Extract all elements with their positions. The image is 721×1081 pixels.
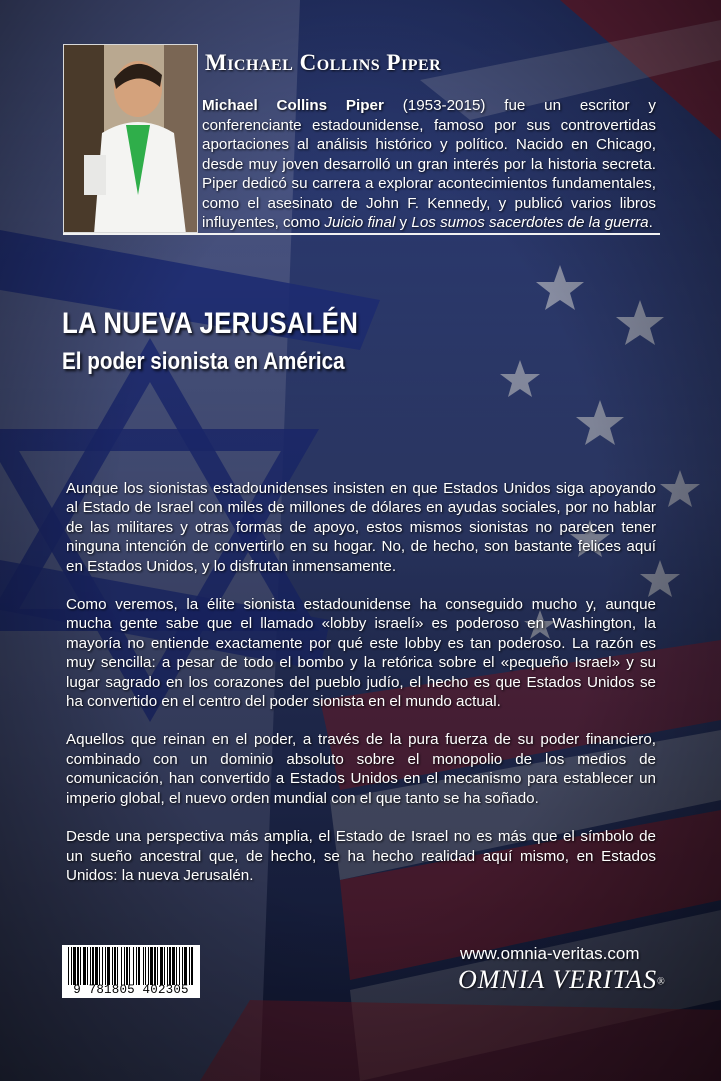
barcode-bar	[71, 947, 72, 985]
publisher-name: OMNIA VERITAS	[458, 965, 658, 994]
isbn-barcode	[62, 945, 200, 998]
barcode-bar	[114, 947, 116, 985]
author-name: Michael Collins Piper	[205, 50, 442, 75]
barcode-bar	[179, 947, 180, 985]
barcode-bar	[191, 947, 193, 985]
author-bio-end: .	[648, 214, 653, 231]
barcode-bar	[126, 947, 128, 985]
author-bio-name: Michael Collins Piper	[202, 97, 384, 114]
barcode-bar	[143, 947, 144, 985]
barcode-bar	[87, 947, 88, 985]
barcode-bar	[182, 947, 183, 985]
barcode-bar	[90, 947, 91, 985]
barcode-bar	[95, 947, 98, 985]
barcode-bar	[167, 947, 168, 985]
book-title: LA NUEVA JERUSALÉN	[62, 307, 359, 340]
barcode-bar	[102, 947, 103, 985]
blurb	[66, 479, 656, 904]
book-ref-1: Juicio final	[324, 214, 396, 231]
blurb-paragraph: Desde una perspectiva más amplia, el Estado de Israel no es más que el símbolo de un sueño ancestral que, de hecho, se ha hecho realidad aquí mismo, en Estados Unidos: la nueva Jerusalén.	[66, 828, 656, 884]
barcode-bar	[138, 947, 140, 985]
barcode-bar	[77, 947, 79, 985]
barcode-bar	[112, 947, 113, 985]
barcode-bar	[148, 947, 149, 985]
barcode-bar	[117, 947, 118, 985]
barcode-bar	[129, 947, 130, 985]
section-divider	[63, 233, 660, 235]
book-subtitle: El poder sionista en América	[62, 348, 345, 375]
author-photo	[63, 44, 198, 233]
barcode-bar	[150, 947, 153, 985]
barcode-bar	[154, 947, 156, 985]
barcode-bar	[121, 947, 122, 985]
book-ref-2: Los sumos sacerdotes de la guerra	[411, 214, 649, 231]
publisher-website[interactable]: www.omnia-veritas.com	[460, 944, 640, 963]
blurb-paragraph: Como veremos, la élite sionista estadounidense ha conseguido mucho y, aunque mucha gente sabe que el llamado «lobby israelí» es poderoso en Washington, la mayoría no entiende exactamente por qué este lobby es tan poderoso. La razón es muy sencilla: a pesar de todo el bombo y la retórica sobre el «pequeño Israel» y su lugar sagrado en los corazones del pueblo judío, el hecho es que Estados Unidos se ha convertido en el centro del poder sionista en el mundo actual.	[66, 596, 656, 711]
barcode-bar	[124, 947, 125, 985]
barcode-bar	[176, 947, 177, 985]
barcode-bar	[92, 947, 94, 985]
barcode-bar	[99, 947, 100, 985]
barcode-bars	[62, 947, 200, 987]
barcode-bar	[172, 947, 175, 985]
blurb-paragraph: Aunque los sionistas estadounidenses insisten en que Estados Unidos siga apoyando al Estado de Israel con miles de millones de dólares en ayudas sociales, por no hablar de las militares y otras formas de apoyo, estos mismos sionistas no parecen tener ninguna intención de convertirlo en su hogar. No, de hecho, son bastante felices aquí en Estados Unidos, y lo disfrutan inmensamente.	[66, 480, 656, 575]
barcode-bar	[160, 947, 163, 985]
barcode-bar	[133, 947, 134, 985]
barcode-bar	[169, 947, 171, 985]
author-bio	[202, 96, 656, 233]
registered-mark: ®	[657, 976, 666, 988]
barcode-bar	[164, 947, 165, 985]
barcode-bar	[145, 947, 146, 985]
barcode-bar	[68, 947, 69, 985]
barcode-bar	[105, 947, 106, 985]
barcode-bar	[80, 947, 81, 985]
author-bio-text: (1953-2015) fue un escritor y conferenciante estadounidense, famoso por sus controvertidas aportaciones al análisis histórico y político. Nacido en Chicago, desde muy joven desarrolló un gran interés por la historia secreta. Piper dedicó su carrera a explorar acontecimientos fundamentales, como el asesinato de John F. Kennedy, y publicó varios libros influyentes, como	[202, 97, 656, 231]
barcode-bar	[73, 947, 76, 985]
blurb-paragraph: Aquellos que reinan en el poder, a través de la pura fuerza de su poder financiero, combinado con un dominio absoluto sobre el monopolio de los medios de comunicación, han convertido a Estados Unidos en el mecanismo para establecer un imperio global, el nuevo orden mundial con el que tanto se ha soñado.	[66, 731, 656, 807]
barcode-bar	[189, 947, 190, 985]
isbn-number: 9 781805 402305	[73, 983, 189, 997]
barcode-bar	[184, 947, 187, 985]
author-bio-conj: y	[395, 214, 412, 231]
barcode-bar	[83, 947, 86, 985]
publisher-logo	[458, 965, 666, 995]
barcode-bar	[136, 947, 137, 985]
barcode-bar	[107, 947, 110, 985]
barcode-bar	[157, 947, 158, 985]
